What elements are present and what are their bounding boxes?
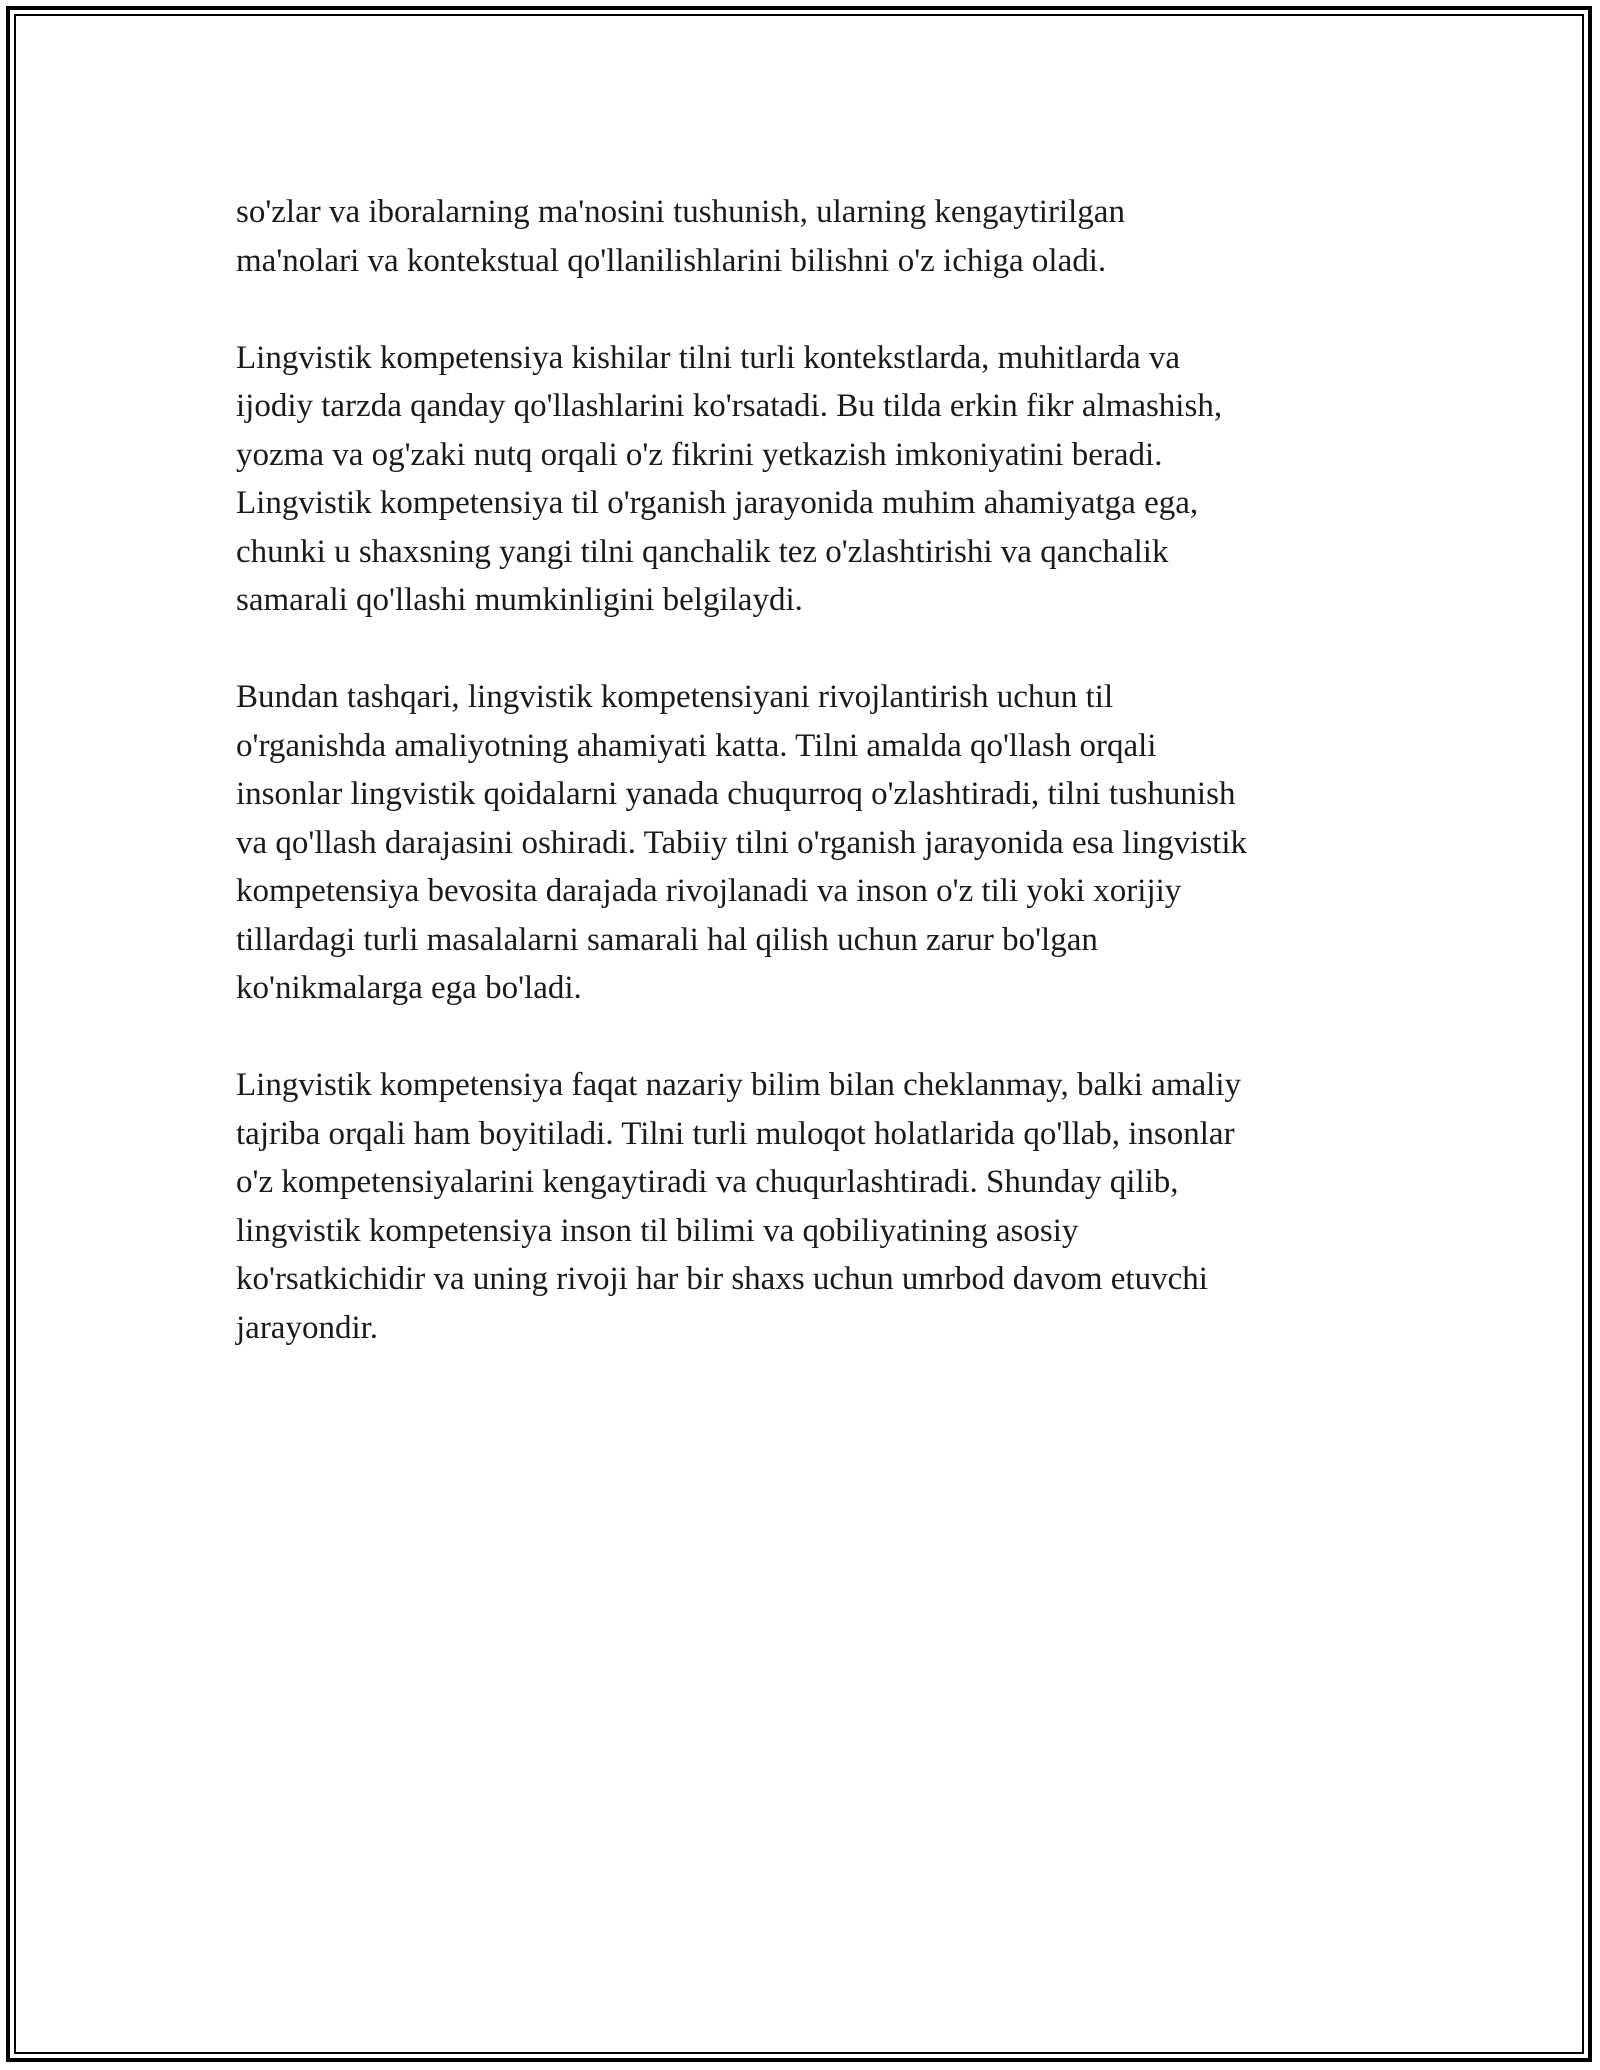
- text-line: Lingvistik kompetensiya til o'rganish jarayonida muhim ahamiyatga ega,: [236, 485, 1199, 521]
- text-line: so'zlar va iboralarning ma'nosini tushunish, ularning kengaytirilgan: [236, 194, 1125, 230]
- text-line: o'z kompetensiyalarini kengaytiradi va chuqurlashtiradi. Shunday qilib,: [236, 1164, 1179, 1200]
- text-line: va qo'llash darajasini oshiradi. Tabiiy tilni o'rganish jarayonida esa lingvistik: [236, 824, 1248, 861]
- text-line: o'rganishda amaliyotning ahamiyati katta. Tilni amalda qo'llash orqali: [236, 727, 1157, 764]
- text-line: tillardagi turli masalalarni samarali hal qilish uchun zarur bo'lgan: [236, 921, 1098, 958]
- text-line: insonlar lingvistik qoidalarni yanada chuqurroq o'zlashtiradi, tilni tushunish: [236, 776, 1236, 812]
- text-line: lingvistik kompetensiya inson til bilimi va qobiliyatining asosiy: [236, 1212, 1079, 1249]
- paragraph: [236, 673, 1386, 1013]
- text-line: ko'nikmalarga ega bo'ladi.: [236, 970, 582, 1006]
- text-line: jarayondir.: [236, 1309, 379, 1346]
- text-line: tajriba orqali ham boyitiladi. Tilni turli muloqot holatlarida qo'llab, insonlar: [236, 1115, 1235, 1152]
- text-line: samarali qo'llashi mumkinligini belgilaydi.: [236, 582, 803, 618]
- text-line: ma'nolari va kontekstual qo'llanilishlarini bilishni o'z ichiga oladi.: [236, 242, 1107, 279]
- paragraph: [236, 188, 1386, 285]
- text-line: chunki u shaxsning yangi tilni qanchalik tez o'zlashtirishi va qanchalik: [236, 533, 1169, 570]
- paragraph: [236, 334, 1386, 625]
- text-line: ko'rsatkichidir va uning rivoji har bir shaxs uchun umrbod davom etuvchi: [236, 1261, 1208, 1297]
- document-body: [236, 188, 1386, 1401]
- text-line: ijodiy tarzda qanday qo'llashlarini ko'rsatadi. Bu tilda erkin fikr almashish,: [236, 388, 1223, 424]
- paragraph: [236, 1061, 1386, 1352]
- text-line: yozma va og'zaki nutq orqali o'z fikrini yetkazish imkoniyatini beradi.: [236, 436, 1163, 473]
- text-line: Lingvistik kompetensiya kishilar tilni turli kontekstlarda, muhitlarda va: [236, 339, 1180, 376]
- text-line: Lingvistik kompetensiya faqat nazariy bilim bilan cheklanmay, balki amaliy: [236, 1067, 1241, 1103]
- text-line: kompetensiya bevosita darajada rivojlanadi va inson o'z tili yoki xorijiy: [236, 873, 1182, 909]
- text-line: Bundan tashqari, lingvistik kompetensiyani rivojlantirish uchun til: [236, 679, 1114, 715]
